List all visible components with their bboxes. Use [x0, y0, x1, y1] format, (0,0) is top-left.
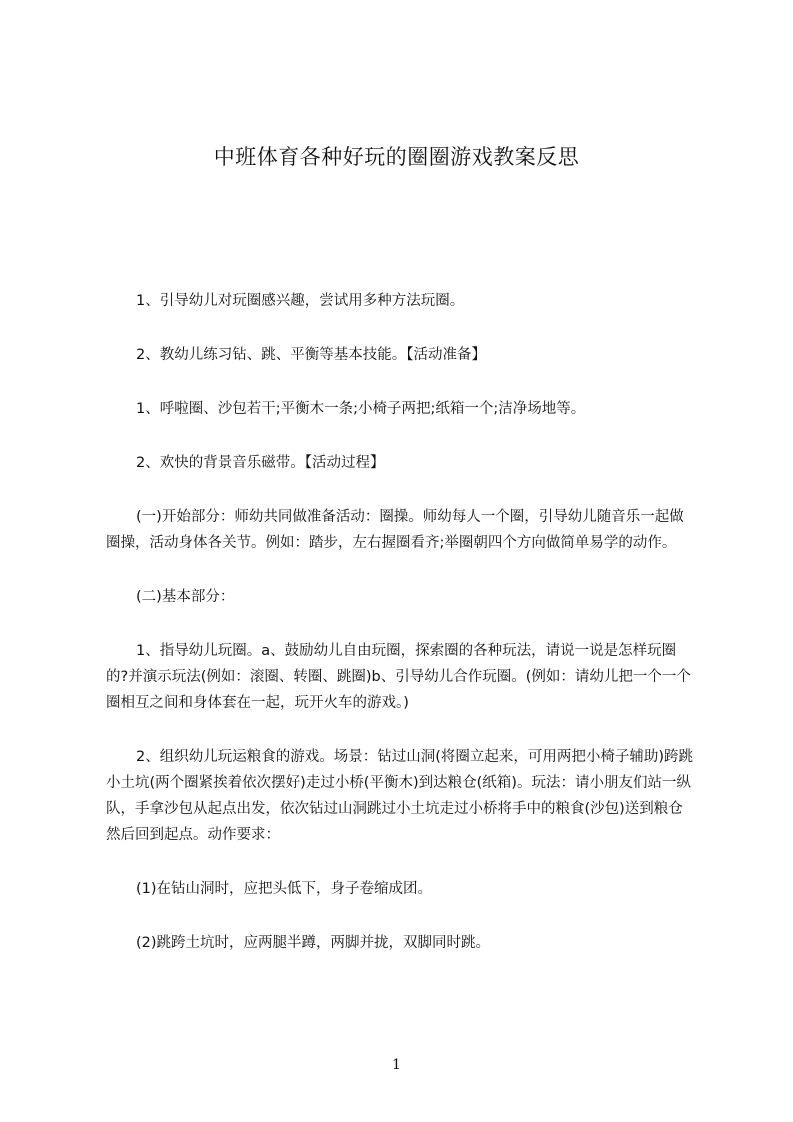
objective-2: 2、教幼儿练习钻、跳、平衡等基本技能。【活动准备】 [136, 347, 486, 363]
document-title: 中班体育各种好玩的圈圈游戏教案反思 [213, 145, 580, 169]
document-body [106, 288, 696, 984]
requirement-2: (2)跳跨土坑时，应两腿半蹲，两脚并拢，双脚同时跳。 [136, 935, 491, 951]
process-step-2: 2、组织幼儿玩运粮食的游戏。场景：钻过山洞(将圈立起来，可用两把小椅子辅助)跨跳小土坑(两个圈紧挨着依次摆好)走过小桥(平衡木)到达粮仓(纸箱)。玩法：请小朋友们站一纵队，手拿沙包从起点出发，依次钻过山洞跳过小土坑走过小桥将手中的粮食(沙包)送到粮仓然后回到起点。动作要求： [106, 749, 694, 843]
requirement-1: (1)在钻山洞时，应把头低下，身子卷缩成团。 [136, 881, 433, 897]
objective-1: 1、引导幼儿对玩圈感兴趣，尝试用多种方法玩圈。 [136, 293, 465, 309]
process-basic-heading: (二)基本部分： [136, 589, 235, 605]
process-opening: (一)开始部分：师幼共同做准备活动：圈操。师幼每人一个圈，引导幼儿随音乐一起做圈操，活动身体各关节。例如：踏步，左右握圈看齐;举圈朝四个方向做简单易学的动作。 [106, 509, 684, 551]
preparation-2: 2、欢快的背景音乐磁带。【活动过程】 [136, 455, 385, 471]
page-number: 1 [392, 1057, 401, 1073]
preparation-1: 1、呼啦圈、沙包若干;平衡木一条;小椅子两把;纸箱一个;洁净场地等。 [136, 401, 586, 417]
process-step-1: 1、指导幼儿玩圈。a、鼓励幼儿自由玩圈，探索圈的各种玩法，请说一说是怎样玩圈的?并演示玩法(例如：滚圈、转圈、跳圈)b、引导幼儿合作玩圈。(例如：请幼儿把一个一个圈相互之间和身体套在一起，玩开火车的游戏。) [106, 643, 691, 711]
